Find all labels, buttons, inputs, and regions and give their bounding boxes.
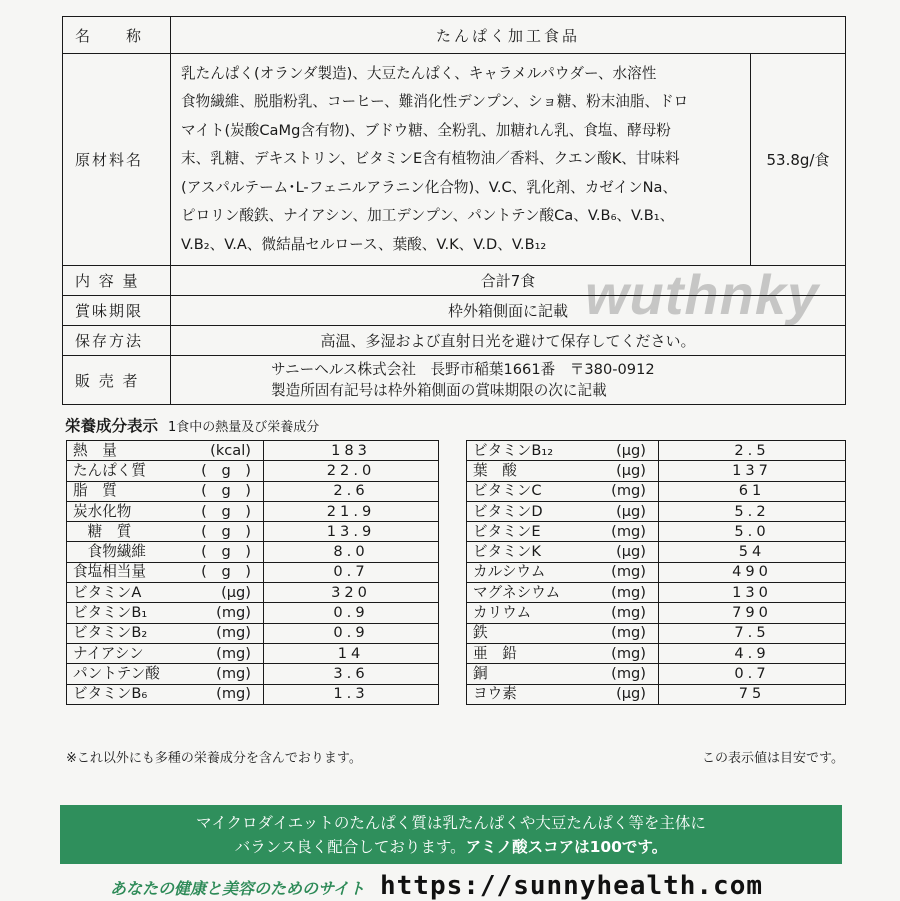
nutrient-name: ビタミンB₂	[73, 624, 148, 642]
nutrient-value: 5.2	[659, 501, 846, 521]
nutrient-name: ビタミンC	[473, 482, 542, 500]
nutrient-unit: (mg)	[216, 644, 251, 662]
nutrient-unit: (mg)	[611, 482, 646, 500]
nutrition-row	[467, 501, 846, 521]
name-value: たんぱく加工食品	[171, 17, 846, 54]
nutrition-row	[467, 583, 846, 603]
nutrient-value: 0.7	[659, 664, 846, 684]
nutrient-name: パントテン酸	[73, 664, 160, 682]
nutrient-unit: (mg)	[611, 644, 646, 662]
nutrient-unit: (mg)	[216, 624, 251, 642]
nutrient-unit: (μg)	[616, 502, 646, 520]
nutrition-heading	[65, 414, 319, 436]
nutrient-unit: (mg)	[611, 563, 646, 581]
nutrition-row	[467, 623, 846, 643]
nutrient-value: 75	[659, 684, 846, 704]
nutrient-unit: (μg)	[616, 461, 646, 479]
nutrient-name: ビタミンB₁₂	[473, 441, 554, 459]
promo-line-2a: バランス良く配合しております。	[234, 838, 466, 856]
nutrient-value: 21.9	[264, 501, 439, 521]
nutrient-unit: (mg)	[611, 583, 646, 601]
nutrition-subtitle: 1食中の熱量及び栄養成分	[168, 420, 320, 435]
nutrient-unit: (mg)	[611, 522, 646, 540]
nutrient-value: 3.6	[264, 664, 439, 684]
nutrition-row	[467, 643, 846, 663]
nutrient-name: 銅	[473, 664, 488, 682]
promo-band	[60, 805, 842, 864]
nutrient-value: 54	[659, 542, 846, 562]
nutrient-name: 亜 鉛	[473, 644, 517, 662]
nutrition-row	[67, 684, 439, 704]
nutrient-name: マグネシウム	[473, 583, 561, 601]
nutrition-note: ※これ以外にも多種の栄養成分を含んでおります。	[66, 751, 362, 766]
nutrient-name: 炭水化物	[73, 502, 132, 520]
nutrient-value: 4.9	[659, 643, 846, 663]
nutrient-value: 7.5	[659, 623, 846, 643]
nutrient-value: 13.9	[264, 522, 439, 542]
nutrition-row	[67, 461, 439, 481]
nutrient-value: 0.9	[264, 603, 439, 623]
storage-value: 高温、多湿および直射日光を避けて保存してください。	[171, 326, 846, 356]
nutrition-row	[467, 542, 846, 562]
per-serving-weight: 53.8g/食	[751, 54, 846, 266]
nutrition-row	[67, 562, 439, 582]
nutrition-row	[67, 441, 439, 461]
nutrient-name: ナイアシン	[73, 644, 144, 662]
footer	[110, 871, 763, 901]
nutrient-value: 130	[659, 583, 846, 603]
promo-line-1: マイクロダイエットのたんぱく質は乳たんぱくや大豆たんぱく等を主体に	[196, 814, 706, 832]
expiry-label: 賞味期限	[63, 296, 171, 326]
name-label: 名 称	[63, 17, 171, 54]
nutrient-unit: (μg)	[616, 543, 646, 561]
storage-label: 保存方法	[63, 326, 171, 356]
promo-line-2	[60, 835, 842, 859]
nutrition-row	[67, 501, 439, 521]
nutrient-name: 食物繊維	[73, 543, 146, 561]
nutrient-unit: ( g )	[201, 563, 251, 581]
expiry-value: 枠外箱側面に記載	[171, 296, 846, 326]
nutrition-row	[467, 481, 846, 501]
nutrient-unit: ( g )	[201, 543, 251, 561]
nutrition-row	[67, 542, 439, 562]
nutrition-row	[467, 603, 846, 623]
nutrient-name: 葉 酸	[473, 461, 517, 479]
nutrient-value: 0.9	[264, 623, 439, 643]
nutrient-unit: (mg)	[611, 624, 646, 642]
nutrition-row	[467, 684, 846, 704]
nutrition-title: 栄養成分表示	[65, 417, 159, 435]
nutrient-name: ビタミンK	[473, 543, 541, 561]
nutrient-value: 320	[264, 583, 439, 603]
nutrient-name: ビタミンD	[473, 502, 543, 520]
nutrient-unit: (μg)	[616, 441, 646, 459]
nutrient-value: 137	[659, 461, 846, 481]
nutrition-row	[67, 583, 439, 603]
nutrient-name: カリウム	[473, 604, 532, 622]
seller-line-1: サニーヘルス株式会社 長野市稲葉1661番 〒380-0912	[271, 361, 655, 378]
nutrient-value: 14	[264, 643, 439, 663]
nutrient-name: 鉄	[473, 624, 488, 642]
content-value: 合計7食	[171, 266, 846, 296]
ingredients-line: マイト(炭酸CaMg含有物)、ブドウ糖、全粉乳、加糖れん乳、食塩、酵母粉	[181, 121, 671, 139]
nutrient-name: 熱 量	[73, 441, 117, 459]
nutrient-unit: ( g )	[201, 522, 251, 540]
nutrition-row	[67, 522, 439, 542]
ingredients-line: 食物繊維、脱脂粉乳、コーヒー、難消化性デンプン、ショ糖、粉末油脂、ドロ	[181, 93, 689, 111]
nutrient-unit: ( g )	[201, 461, 251, 479]
nutrient-name: 食塩相当量	[73, 563, 146, 581]
ingredients-line: V.B₂、V.A、微結晶セルロース、葉酸、V.K、V.D、V.B₁₂	[181, 235, 547, 253]
nutrient-value: 61	[659, 481, 846, 501]
seller-label: 販 売 者	[63, 356, 171, 405]
watermark-text: wuthnky	[585, 263, 820, 326]
nutrient-unit: ( g )	[201, 502, 251, 520]
nutrient-name: たんぱく質	[73, 461, 146, 479]
nutrition-row	[467, 664, 846, 684]
nutrition-row	[67, 643, 439, 663]
ingredients-line: ピロリン酸鉄、ナイアシン、加工デンプン、パントテン酸Ca、V.B₆、V.B₁、	[181, 207, 675, 225]
nutrient-unit: ( g )	[201, 482, 251, 500]
amino-score-text: アミノ酸スコアは100です。	[465, 838, 668, 856]
nutrition-table-right	[466, 440, 846, 705]
nutrient-name: 脂 質	[73, 482, 117, 500]
nutrient-name: ビタミンE	[473, 522, 541, 540]
nutrient-value: 2.6	[264, 481, 439, 501]
nutrition-row	[67, 623, 439, 643]
nutrient-unit: (μg)	[616, 685, 646, 703]
nutrition-row	[467, 441, 846, 461]
website-link[interactable]: https://sunnyhealth.com	[379, 871, 764, 901]
seller-value	[171, 356, 846, 405]
nutrition-row	[67, 603, 439, 623]
nutrient-value: 490	[659, 562, 846, 582]
ingredients-line: (アスパルテーム･L-フェニルアラニン化合物)、V.C、乳化剤、カゼインNa、	[181, 178, 678, 196]
nutrient-value: 0.7	[264, 562, 439, 582]
nutrition-row	[467, 522, 846, 542]
nutrition-table-left	[66, 440, 439, 705]
nutrient-value: 183	[264, 441, 439, 461]
nutrient-value: 22.0	[264, 461, 439, 481]
content-label: 内 容 量	[63, 266, 171, 296]
nutrition-disclaimer: この表示値は目安です。	[702, 751, 844, 766]
nutrient-name: ビタミンB₆	[73, 685, 148, 703]
nutrient-name: ヨウ素	[473, 685, 517, 703]
ingredients-line: 末、乳糖、デキストリン、ビタミンE含有植物油／香料、クエン酸K、甘味料	[181, 150, 680, 168]
nutrient-name: 糖 質	[73, 522, 132, 540]
ingredients-line: 乳たんぱく(オランダ製造)、大豆たんぱく、キャラメルパウダー、水溶性	[181, 64, 657, 82]
nutrition-row	[67, 664, 439, 684]
nutrient-unit: (kcal)	[210, 441, 251, 459]
nutrient-name: ビタミンA	[73, 583, 142, 601]
nutrient-name: カルシウム	[473, 563, 546, 581]
ingredients-list	[171, 54, 751, 266]
nutrient-unit: (mg)	[216, 664, 251, 682]
nutrient-value: 1.3	[264, 684, 439, 704]
seller-line-2: 製造所固有記号は枠外箱側面の賞味期限の次に記載	[271, 382, 607, 399]
nutrient-unit: (μg)	[221, 583, 251, 601]
footer-caption: あなたの健康と美容のためのサイト	[110, 879, 365, 898]
nutrition-row	[67, 481, 439, 501]
nutrient-unit: (mg)	[216, 685, 251, 703]
product-info-table	[62, 16, 846, 405]
nutrient-unit: (mg)	[216, 604, 251, 622]
nutrient-name: ビタミンB₁	[73, 604, 148, 622]
nutrient-value: 5.0	[659, 522, 846, 542]
nutrient-value: 2.5	[659, 441, 846, 461]
nutrition-row	[467, 461, 846, 481]
nutrient-value: 790	[659, 603, 846, 623]
nutrition-row	[467, 562, 846, 582]
ingredients-label: 原材料名	[63, 54, 171, 266]
nutrient-value: 8.0	[264, 542, 439, 562]
nutrient-unit: (mg)	[611, 664, 646, 682]
nutrient-unit: (mg)	[611, 604, 646, 622]
